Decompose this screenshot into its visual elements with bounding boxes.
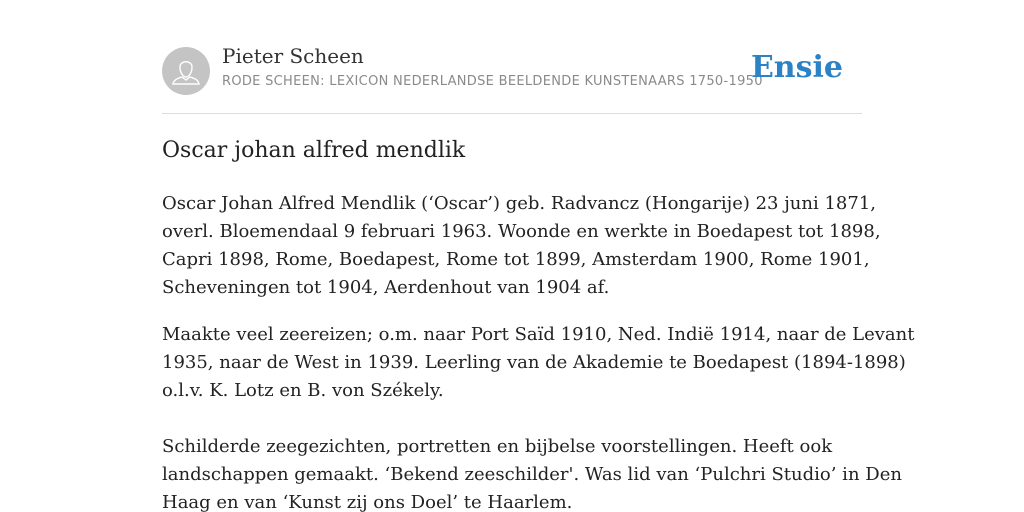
author-name[interactable]: Pieter Scheen [222,44,364,68]
paragraph-line: Capri 1898, Rome, Boedapest, Rome tot 1899, Amsterdam 1900, Rome 1901, [162,249,870,270]
article-paragraph [162,321,915,405]
user-silhouette-icon [162,47,210,95]
article-paragraph [162,433,902,512]
paragraph-line: landschappen gemaakt. ‘Bekend zeeschilder'. Was lid van ‘Pulchri Studio’ in Den [162,464,902,485]
paragraph-line: Haag en van ‘Kunst zij ons Doel’ te Haarlem. [162,492,573,512]
header [162,0,862,114]
paragraph-line: o.l.v. K. Lotz en B. von Székely. [162,380,444,401]
paragraph-line: Scheveningen tot 1904, Aerdenhout van 1904 af. [162,277,610,298]
page-container [162,0,915,512]
paragraph-line: 1935, naar de West in 1939. Leerling van de Akademie te Boedapest (1894-1898) [162,352,906,373]
source-title[interactable]: RODE SCHEEN: LEXICON NEDERLANDSE BEELDENDE KUNSTENAARS 1750-1950 [222,74,763,89]
article-paragraph [162,190,881,302]
avatar[interactable] [162,47,210,95]
brand-logo[interactable]: Ensie [750,50,843,85]
paragraph-line: overl. Bloemendaal 9 februari 1963. Woonde en werkte in Boedapest tot 1898, [162,221,881,242]
article-title: Oscar johan alfred mendlik [162,138,466,163]
paragraph-line: Schilderde zeegezichten, portretten en bijbelse voorstellingen. Heeft ook [162,436,833,457]
paragraph-line: Maakte veel zeereizen; o.m. naar Port Saïd 1910, Ned. Indië 1914, naar de Levant [162,324,915,345]
paragraph-line: Oscar Johan Alfred Mendlik (‘Oscar’) geb. Radvancz (Hongarije) 23 juni 1871, [162,193,876,214]
